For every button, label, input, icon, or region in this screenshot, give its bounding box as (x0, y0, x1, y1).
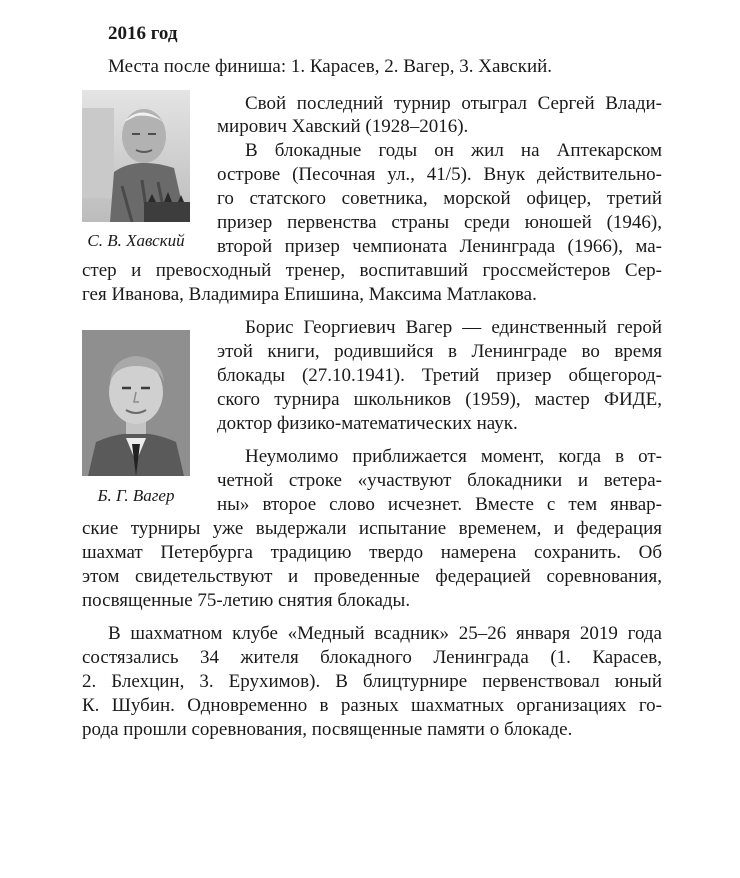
text-line: этой книги, родившийся в Ленинграде во время (217, 341, 662, 362)
text-line: мирович Хавский (1928–2016). (217, 116, 469, 137)
text-line: Свой последний турнир отыграл Сергей Влади- (245, 93, 662, 114)
text-line: второй призер чемпионата Ленинграда (1966), ма- (217, 236, 662, 257)
text-line: В шахматном клубе «Медный всадник» 25–26 января 2019 года (108, 623, 662, 644)
vager-caption: Б. Г. Вагер (97, 486, 175, 505)
text-line: шахмат Петербурга традицию твердо намерена сохранить. Об (82, 542, 662, 563)
text-line: рода прошли соревнования, посвященные памяти о блокаде. (82, 719, 573, 740)
text-line: состязались 34 жителя блокадного Ленинграда (1. Карасев, (82, 647, 662, 668)
section-heading: 2016 год (108, 23, 178, 44)
text-line: гея Иванова, Владимира Епишина, Максима Матлакова. (82, 284, 537, 305)
text-line: блокады (27.10.1941). Третий призер общегород- (217, 365, 662, 386)
text-line: Неумолимо приближается момент, когда в от- (245, 446, 662, 467)
text-line: ны» второе слово исчезнет. Вместе с тем январ- (217, 494, 662, 515)
text-line: Борис Георгиевич Вагер — единственный герой (245, 317, 662, 338)
text-line: острове (Песочная ул., 41/5). Внук действительно- (217, 164, 662, 185)
vager-photo (82, 330, 190, 476)
text-line: стер и превосходный тренер, воспитавший гроссмейстеров Сер- (82, 260, 662, 281)
text-line: ского турнира школьников (1959), мастер ФИДЕ, (217, 389, 662, 410)
text-line: К. Шубин. Одновременно в разных шахматных организациях го- (82, 695, 662, 716)
text-line: В блокадные годы он жил на Аптекарском (245, 140, 662, 161)
portrait-image (82, 90, 190, 222)
text-line: доктор физико-математических наук. (217, 413, 518, 434)
text-line: этом свидетельствуют и проведенные федерацией соревнования, (82, 566, 662, 587)
text-line: четной строке «участвуют блокадники и ветера- (217, 470, 662, 491)
text-line: посвященные 75-летию снятия блокады. (82, 590, 411, 611)
text-line: ские турниры уже выдержали испытание временем, и федерация (82, 518, 662, 539)
text-line: го статского советника, морской офицер, третий (217, 188, 662, 209)
text-line: 2. Блехцин, 3. Ерухимов). В блицтурнире первенствовал юный (82, 671, 662, 692)
khavsky-caption: С. В. Хавский (87, 231, 185, 250)
intro-line: Места после финиша: 1. Карасев, 2. Вагер, 3. Хавский. (108, 56, 553, 77)
portrait-image (82, 330, 190, 476)
khavsky-photo (82, 90, 190, 222)
text-line: призер первенства страны среди юношей (1946), (217, 212, 662, 233)
